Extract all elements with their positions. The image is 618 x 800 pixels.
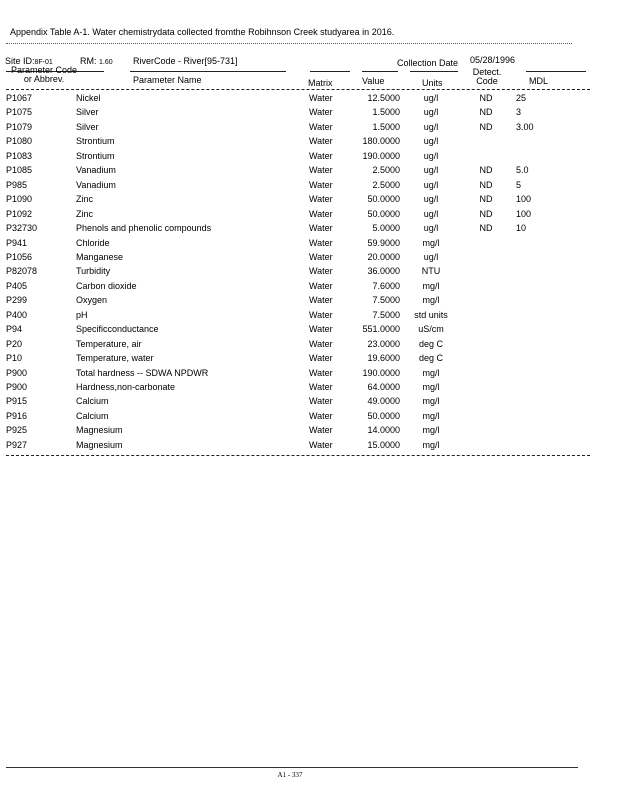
table-row	[0, 151, 618, 165]
cell-matrix: Water	[309, 280, 333, 291]
cell-value: 50.0000	[367, 194, 400, 205]
cell-matrix: Water	[309, 439, 333, 450]
cell-units: mg/l	[422, 439, 440, 450]
table-row	[0, 209, 618, 223]
cell-parameter-name: Vanadium	[76, 179, 116, 190]
cell-units: ug/l	[423, 208, 439, 219]
collection-date-label: Collection Date	[397, 58, 459, 68]
header-matrix: Matrix	[308, 78, 333, 88]
cell-matrix: Water	[309, 150, 333, 161]
header-parameter-name: Parameter Name	[133, 75, 202, 85]
cell-mdl: 5.0	[516, 165, 529, 176]
cell-parameter-code: P900	[6, 382, 28, 392]
table-row	[0, 107, 618, 121]
site-id-value: 8F-01	[34, 59, 53, 66]
cell-units: mg/l	[422, 425, 440, 436]
cell-parameter-name: Hardness,non-carbonate	[76, 382, 176, 392]
table-row	[0, 368, 618, 382]
cell-value: 14.0000	[367, 425, 400, 436]
cell-matrix: Water	[309, 179, 333, 190]
cell-parameter-code: P925	[6, 425, 28, 436]
cell-parameter-code: P32730	[6, 223, 38, 234]
header-parameter-code-line1: Parameter Code	[10, 65, 78, 75]
header-divider	[6, 89, 590, 90]
cell-units: mg/l	[422, 295, 440, 306]
cell-mdl: 25	[516, 93, 527, 103]
cell-detect-code: ND	[479, 93, 493, 103]
cell-units: ug/l	[423, 150, 439, 161]
cell-matrix: Water	[309, 309, 333, 320]
cell-mdl: 3	[516, 107, 522, 118]
cell-parameter-name: Nickel	[76, 93, 101, 103]
cell-units: ug/l	[423, 179, 439, 190]
cell-parameter-name: Magnesium	[76, 439, 123, 450]
cell-matrix: Water	[309, 107, 333, 118]
cell-units: mg/l	[422, 396, 440, 407]
cell-matrix: Water	[309, 208, 333, 219]
cell-parameter-code: P1085	[6, 165, 33, 176]
meta-rule	[362, 71, 398, 72]
meta-rule	[130, 71, 286, 72]
cell-units: ug/l	[423, 136, 439, 147]
cell-units: uS/cm	[418, 324, 444, 335]
header-detect-code	[470, 68, 504, 86]
cell-parameter-code: P400	[6, 309, 28, 320]
cell-matrix: Water	[309, 237, 333, 248]
table-bottom-divider	[6, 455, 590, 456]
cell-matrix: Water	[309, 324, 333, 335]
table-row	[0, 194, 618, 208]
cell-parameter-code: P299	[6, 295, 28, 306]
cell-value: 190.0000	[362, 367, 400, 378]
cell-matrix: Water	[309, 396, 333, 407]
cell-parameter-code: P94	[6, 324, 23, 335]
river-mile	[80, 56, 113, 66]
table-row	[0, 180, 618, 194]
table-row	[0, 93, 618, 107]
cell-detect-code: ND	[479, 208, 493, 219]
meta-rule	[526, 71, 586, 72]
cell-value: 36.0000	[367, 266, 400, 277]
cell-parameter-code: P1056	[6, 251, 33, 262]
table-row	[0, 122, 618, 136]
cell-value: 2.5000	[372, 165, 400, 176]
cell-matrix: Water	[309, 223, 333, 234]
cell-parameter-code: P82078	[6, 266, 38, 277]
cell-value: 12.5000	[367, 93, 400, 103]
header-detect-code-line1: Detect.	[472, 67, 502, 77]
cell-units: ug/l	[423, 223, 439, 234]
cell-units: ug/l	[423, 165, 439, 176]
cell-parameter-code: P405	[6, 280, 28, 291]
cell-parameter-name: pH	[76, 309, 88, 320]
page-number: A1 - 337	[277, 771, 303, 779]
cell-value: 23.0000	[367, 338, 400, 349]
title-divider	[6, 43, 572, 44]
cell-matrix: Water	[309, 367, 333, 378]
header-detect-code-line2: Code	[476, 76, 498, 86]
cell-value: 59.9000	[367, 237, 400, 248]
cell-units: mg/l	[422, 382, 440, 392]
cell-units: mg/l	[422, 410, 440, 421]
cell-matrix: Water	[309, 251, 333, 262]
cell-value: 190.0000	[362, 150, 400, 161]
cell-matrix: Water	[309, 295, 333, 306]
header-units: Units	[422, 78, 443, 88]
table-row	[0, 165, 618, 179]
cell-parameter-name: Carbon dioxide	[76, 280, 137, 291]
table-row	[0, 396, 618, 410]
river-mile-label: RM:	[80, 56, 97, 66]
cell-value: 20.0000	[367, 251, 400, 262]
cell-detect-code: ND	[479, 121, 493, 132]
cell-parameter-name: Phenols and phenolic compounds	[76, 223, 212, 234]
cell-parameter-code: P941	[6, 237, 28, 248]
cell-mdl: 10	[516, 223, 527, 234]
cell-parameter-code: P927	[6, 439, 28, 450]
cell-matrix: Water	[309, 165, 333, 176]
cell-parameter-name: Temperature, air	[76, 338, 142, 349]
table-row	[0, 223, 618, 237]
cell-value: 5.0000	[372, 223, 400, 234]
cell-parameter-name: Calcium	[76, 410, 109, 421]
cell-parameter-code: P1080	[6, 136, 33, 147]
cell-value: 49.0000	[367, 396, 400, 407]
table-row	[0, 411, 618, 425]
cell-units: ug/l	[423, 121, 439, 132]
cell-mdl: 100	[516, 208, 532, 219]
cell-parameter-name: Temperature, water	[76, 353, 154, 364]
cell-value: 64.0000	[367, 382, 400, 392]
cell-parameter-name: Strontium	[76, 136, 115, 147]
cell-units: ug/l	[423, 107, 439, 118]
cell-units: mg/l	[422, 237, 440, 248]
cell-parameter-name: Zinc	[76, 208, 94, 219]
table-row	[0, 252, 618, 266]
cell-detect-code: ND	[479, 194, 493, 205]
table-row	[0, 266, 618, 280]
cell-matrix: Water	[309, 121, 333, 132]
cell-parameter-name: Specificconductance	[76, 324, 159, 335]
cell-parameter-code: P1075	[6, 107, 33, 118]
cell-parameter-name: Oxygen	[76, 295, 108, 306]
cell-units: ug/l	[423, 93, 439, 103]
site-id-label: Site ID:	[5, 56, 35, 66]
cell-parameter-name: Magnesium	[76, 425, 123, 436]
cell-units: ug/l	[423, 194, 439, 205]
header-value: Value	[362, 76, 385, 86]
river-mile-value: 1.60	[99, 59, 113, 66]
table-row	[0, 238, 618, 252]
table-row	[0, 339, 618, 353]
cell-parameter-name: Manganese	[76, 251, 124, 262]
cell-parameter-name: Calcium	[76, 396, 109, 407]
cell-parameter-name: Total hardness -- SDWA NPDWR	[76, 367, 209, 378]
cell-value: 551.0000	[362, 324, 400, 335]
cell-parameter-name: Turbidity	[76, 266, 111, 277]
cell-matrix: Water	[309, 425, 333, 436]
table-row	[0, 324, 618, 338]
cell-units: ug/l	[423, 251, 439, 262]
cell-parameter-code: P916	[6, 410, 28, 421]
cell-units: mg/l	[422, 367, 440, 378]
cell-detect-code: ND	[479, 179, 493, 190]
cell-matrix: Water	[309, 338, 333, 349]
cell-detect-code: ND	[479, 223, 493, 234]
cell-value: 19.6000	[367, 353, 400, 364]
cell-parameter-name: Strontium	[76, 150, 115, 161]
cell-matrix: Water	[309, 194, 333, 205]
cell-parameter-code: P1090	[6, 194, 33, 205]
header-mdl: MDL	[529, 76, 549, 86]
table-row	[0, 425, 618, 439]
cell-units: mg/l	[422, 280, 440, 291]
header-parameter-code-line2: or Abbrev.	[23, 74, 65, 84]
cell-units: deg C	[418, 353, 444, 364]
footer-rule	[6, 767, 578, 768]
cell-mdl: 100	[516, 194, 532, 205]
cell-detect-code: ND	[479, 107, 493, 118]
cell-matrix: Water	[309, 266, 333, 277]
table-row	[0, 136, 618, 150]
cell-value: 50.0000	[367, 208, 400, 219]
table-row	[0, 382, 618, 396]
cell-units: NTU	[421, 266, 441, 277]
cell-parameter-code: P1092	[6, 208, 33, 219]
cell-matrix: Water	[309, 136, 333, 147]
cell-parameter-name: Chloride	[76, 237, 110, 248]
cell-parameter-name: Vanadium	[76, 165, 116, 176]
cell-parameter-code: P10	[6, 353, 23, 364]
table-row	[0, 281, 618, 295]
cell-parameter-code: P1079	[6, 121, 33, 132]
cell-value: 1.5000	[372, 121, 400, 132]
cell-parameter-code: P20	[6, 338, 23, 349]
cell-mdl: 3.00	[516, 121, 534, 132]
cell-value: 50.0000	[367, 410, 400, 421]
cell-value: 1.5000	[372, 107, 400, 118]
cell-value: 7.5000	[372, 309, 400, 320]
meta-rule	[410, 71, 458, 72]
cell-value: 15.0000	[367, 439, 400, 450]
table-row	[0, 295, 618, 309]
cell-parameter-name: Silver	[76, 107, 99, 118]
cell-parameter-code: P985	[6, 179, 28, 190]
header-parameter-code	[4, 66, 84, 84]
cell-matrix: Water	[309, 93, 333, 103]
cell-parameter-code: P915	[6, 396, 28, 407]
cell-parameter-code: P1067	[6, 93, 33, 103]
cell-parameter-code: P1083	[6, 150, 33, 161]
table-title: Appendix Table A-1. Water chemistrydata collected fromthe Robihnson Creek studyarea in 2016.	[10, 27, 395, 37]
table-row	[0, 310, 618, 324]
cell-matrix: Water	[309, 382, 333, 392]
cell-value: 180.0000	[362, 136, 400, 147]
cell-detect-code: ND	[479, 165, 493, 176]
river-code: RiverCode - River[95-731]	[133, 56, 238, 66]
cell-units: deg C	[418, 338, 444, 349]
cell-mdl: 5	[516, 179, 522, 190]
cell-matrix: Water	[309, 353, 333, 364]
cell-value: 7.5000	[372, 295, 400, 306]
table-row	[0, 353, 618, 367]
cell-units: std units	[414, 309, 448, 320]
collection-date-value: 05/28/1996	[470, 55, 516, 65]
meta-rule	[310, 71, 350, 72]
cell-value: 7.6000	[372, 280, 400, 291]
cell-value: 2.5000	[372, 179, 400, 190]
cell-parameter-code: P900	[6, 367, 28, 378]
cell-parameter-name: Silver	[76, 121, 99, 132]
cell-parameter-name: Zinc	[76, 194, 94, 205]
table-row	[0, 440, 618, 454]
cell-matrix: Water	[309, 410, 333, 421]
